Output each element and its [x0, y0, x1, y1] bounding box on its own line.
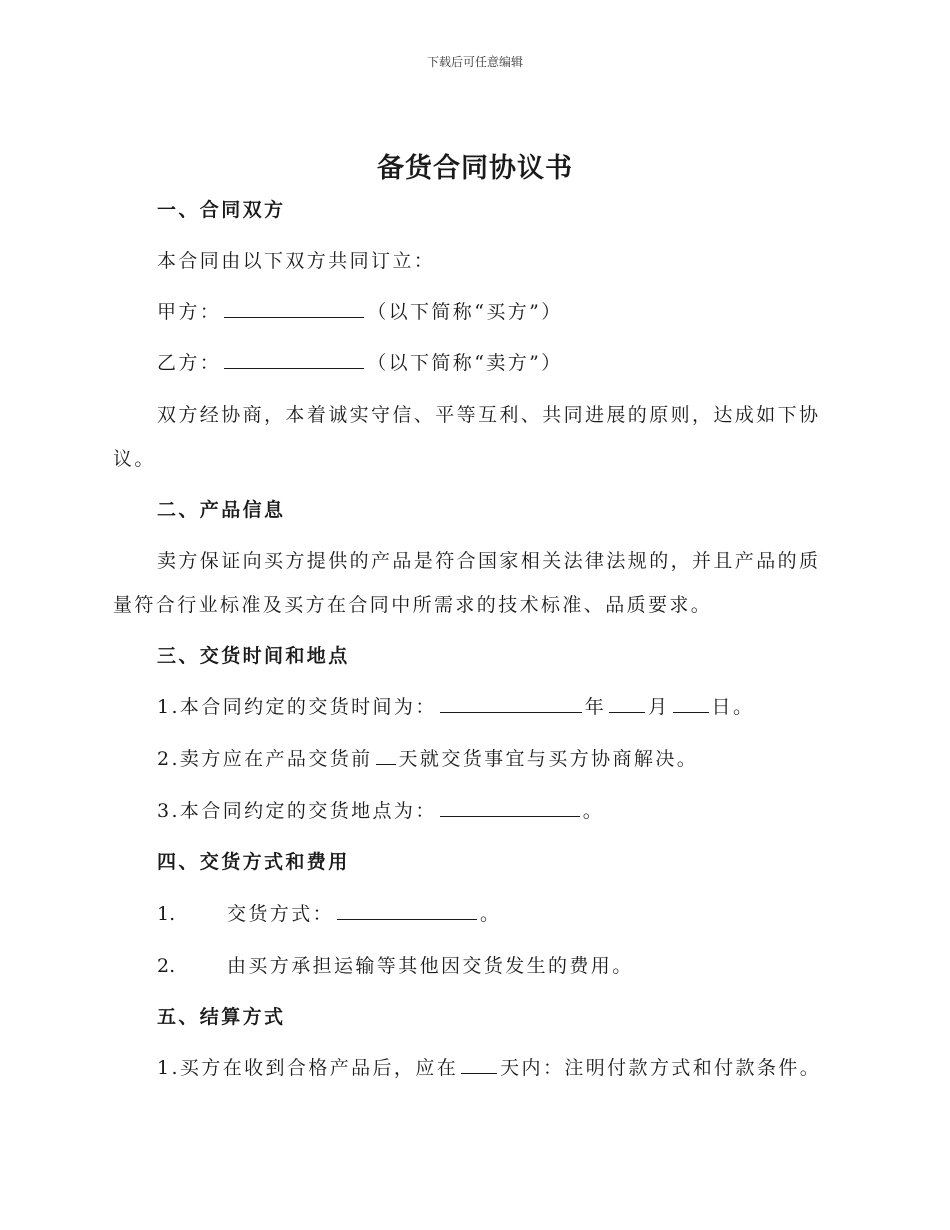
delivery-place-line	[157, 796, 604, 823]
delivery-method-label: 交货方式：	[227, 903, 335, 925]
delivery-method-blank[interactable]	[337, 899, 477, 920]
party-a-label: 甲方：	[157, 301, 222, 323]
party-b-label: 乙方：	[157, 352, 222, 374]
delivery-month-blank[interactable]	[609, 692, 645, 713]
party-a-note: （以下简称“买方”）	[367, 301, 563, 323]
party-b-note: （以下简称“卖方”）	[367, 352, 563, 374]
delivery-time-line	[157, 692, 754, 719]
document-title: 备货合同协议书	[377, 153, 573, 184]
section-5-heading: 五、结算方式	[157, 1006, 286, 1028]
delivery-place-blank[interactable]	[440, 796, 580, 817]
payment-prefix: 1.买方在收到合格产品后，应在	[157, 1057, 459, 1079]
section-1-intro: 本合同由以下双方共同订立：	[157, 250, 436, 272]
delivery-method-line	[157, 899, 501, 926]
delivery-time-label: 1.本合同约定的交货时间为：	[157, 696, 437, 718]
party-b-line	[157, 348, 563, 375]
section-2-heading: 二、产品信息	[157, 499, 286, 521]
section-2-paragraph-line-1: 卖方保证向买方提供的产品是符合国家相关法律法规的，并且产品的质	[157, 550, 821, 572]
delivery-method-number: 1.	[157, 903, 176, 925]
negotiation-line	[157, 744, 698, 771]
month-label: 月	[648, 696, 670, 718]
payment-days-blank[interactable]	[461, 1053, 497, 1074]
party-a-blank[interactable]	[224, 297, 364, 318]
page-header: 下载后可任意编辑	[426, 55, 523, 69]
section-1-paragraph-line-1: 双方经协商，本着诚实守信、平等互利、共同进展的原则，达成如下协	[157, 404, 821, 426]
delivery-year-blank[interactable]	[440, 692, 582, 713]
delivery-cost-line	[157, 951, 634, 978]
delivery-day-blank[interactable]	[673, 692, 709, 713]
section-2-paragraph-line-2: 量符合行业标准及买方在合同中所需求的技术标准、品质要求。	[113, 594, 713, 616]
party-a-line	[157, 297, 563, 324]
negotiation-days-blank[interactable]	[376, 744, 396, 765]
delivery-cost-number: 2.	[157, 955, 176, 977]
year-label: 年	[584, 696, 607, 718]
section-3-heading: 三、交货时间和地点	[157, 645, 350, 667]
negotiation-suffix: 天就交货事宜与买方协商解决。	[398, 748, 699, 770]
section-4-heading: 四、交货方式和费用	[157, 851, 350, 873]
section-1-paragraph-line-2: 议。	[113, 448, 156, 470]
payment-suffix: 天内：注明付款方式和付款条件。	[500, 1057, 822, 1079]
party-b-blank[interactable]	[224, 348, 364, 369]
section-1-heading: 一、合同双方	[157, 199, 286, 221]
payment-line	[157, 1053, 821, 1080]
delivery-cost-text: 由买方承担运输等其他因交货发生的费用。	[227, 955, 634, 977]
negotiation-prefix: 2.卖方应在产品交货前	[157, 748, 373, 770]
day-label: 日。	[711, 696, 755, 718]
delivery-place-label: 3.本合同约定的交货地点为：	[157, 800, 437, 822]
delivery-place-suffix: 。	[582, 800, 605, 822]
delivery-method-suffix: 。	[480, 903, 502, 925]
